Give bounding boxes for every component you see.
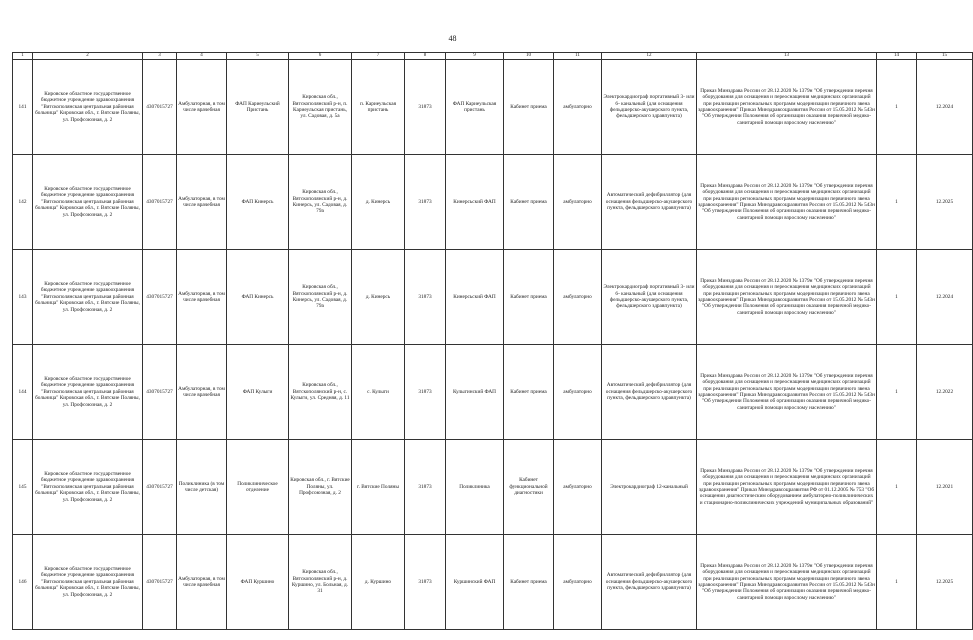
inn-cell: 4307015727 bbox=[143, 345, 177, 440]
table-row bbox=[13, 60, 973, 155]
quantity-cell: 1 bbox=[877, 440, 917, 535]
subdivision-cell: Куршинский ФАП bbox=[446, 535, 504, 630]
care-type-cell: Поликлиника (в том числе детская) bbox=[177, 440, 227, 535]
code-cell: 31873 bbox=[405, 345, 446, 440]
regulation-cell: Приказ Минздрава России от 28.12.2020 № 1379н "Об утверждении перечня оборудования для оснащения и переоснащения медицинских организаций при реализации региональных программ модернизации первичного звена здравоохранения" Приказ Минздравсоцразвития России от 15.05.2012 № 543н "Об утверждении Положения об организации оказания первичной медико-санитарной помощи взрослому населению" bbox=[697, 155, 877, 250]
page-number: 48 bbox=[448, 34, 457, 43]
subdivision-cell: Поликлиника bbox=[446, 440, 504, 535]
column-number: 14 bbox=[877, 53, 917, 60]
inn-cell: 4307015727 bbox=[143, 440, 177, 535]
care-form-cell: амбулаторно bbox=[554, 250, 602, 345]
unit-cell: ФАП Кинерсь bbox=[227, 155, 289, 250]
code-cell: 31873 bbox=[405, 535, 446, 630]
code-cell: 31873 bbox=[405, 440, 446, 535]
subdivision-cell: Кулыгинский ФАП bbox=[446, 345, 504, 440]
column-number: 12 bbox=[602, 53, 697, 60]
period-cell: 12.2021 bbox=[917, 440, 973, 535]
locality-cell: п. Кариеульская пристань bbox=[352, 60, 405, 155]
locality-cell: д. Кинерсь bbox=[352, 155, 405, 250]
organization-cell: Кировское областное государственное бюджетное учреждение здравоохранения "Вятскополянская центральная районная больница" Кировская обл., г. Вятские Поляны, ул. Профсоюзная, д. 2 bbox=[33, 250, 143, 345]
unit-cell: ФАП Куршино bbox=[227, 535, 289, 630]
column-number: 15 bbox=[917, 53, 973, 60]
quantity-cell: 1 bbox=[877, 155, 917, 250]
regulation-cell: Приказ Минздрава России от 28.12.2020 № 1379н "Об утверждении перечня оборудования для оснащения и переоснащения медицинских организаций при реализации региональных программ модернизации первичного звена здравоохранения" Приказ Минздравсоцразвития России от 15.05.2012 № 543н "Об утверждении Положения об организации оказания первичной медико-санитарной помощи взрослому населению" bbox=[697, 535, 877, 630]
organization-cell: Кировское областное государственное бюджетное учреждение здравоохранения "Вятскополянская центральная районная больница" Кировская обл., г. Вятские Поляны, ул. Профсоюзная, д. 2 bbox=[33, 345, 143, 440]
inn-cell: 4307015727 bbox=[143, 60, 177, 155]
cabinet-cell: Кабинет приема bbox=[504, 250, 554, 345]
cabinet-cell: Кабинет приема bbox=[504, 535, 554, 630]
care-type-cell: Амбулаторная, в том числе врачебная bbox=[177, 60, 227, 155]
locality-cell: с. Кулыги bbox=[352, 345, 405, 440]
table-row bbox=[13, 155, 973, 250]
care-form-cell: амбулаторно bbox=[554, 345, 602, 440]
column-number: 2 bbox=[33, 53, 143, 60]
regulation-cell: Приказ Минздрава России от 28.12.2020 № 1379н "Об утверждении перечня оборудования для оснащения и переоснащения медицинских организаций при реализации региональных программ модернизации первичного звена здравоохранения" Приказ Минздравсоцразвития России от 15.05.2012 № 543н "Об утверждении Положения об организации оказания первичной медико-санитарной помощи взрослому населению" bbox=[697, 250, 877, 345]
column-number: 1 bbox=[13, 53, 33, 60]
organization-cell: Кировское областное государственное бюджетное учреждение здравоохранения "Вятскополянская центральная районная больница" Кировская обл., г. Вятские Поляны, ул. Профсоюзная, д. 2 bbox=[33, 60, 143, 155]
unit-cell: ФАП Кариеульский Пристань bbox=[227, 60, 289, 155]
quantity-cell: 1 bbox=[877, 250, 917, 345]
subdivision-cell: ФАП Кариеульская пристань bbox=[446, 60, 504, 155]
period-cell: 12.2024 bbox=[917, 250, 973, 345]
column-number: 6 bbox=[289, 53, 352, 60]
address-cell: Кировская обл., г. Вятские Поляны, ул. Профсоюзная, д. 2 bbox=[289, 440, 352, 535]
cabinet-cell: Кабинет приема bbox=[504, 155, 554, 250]
period-cell: 12.2025 bbox=[917, 535, 973, 630]
table-row bbox=[13, 535, 973, 630]
inn-cell: 4307015727 bbox=[143, 250, 177, 345]
subdivision-cell: Кинерсьский ФАП bbox=[446, 250, 504, 345]
table-row bbox=[13, 345, 973, 440]
equipment-cell: Электрокардиограф 12-канальный bbox=[602, 440, 697, 535]
inn-cell: 4307015727 bbox=[143, 535, 177, 630]
organization-cell: Кировское областное государственное бюджетное учреждение здравоохранения "Вятскополянская центральная районная больница" Кировская обл., г. Вятские Поляны, ул. Профсоюзная, д. 2 bbox=[33, 440, 143, 535]
column-number-row bbox=[13, 53, 973, 60]
organization-cell: Кировское областное государственное бюджетное учреждение здравоохранения "Вятскополянская центральная районная больница" Кировская обл., г. Вятские Поляны, ул. Профсоюзная, д. 2 bbox=[33, 535, 143, 630]
column-number: 3 bbox=[143, 53, 177, 60]
row-number-cell: 146 bbox=[13, 535, 33, 630]
column-number: 7 bbox=[352, 53, 405, 60]
address-cell: Кировская обл., Вятскополянский р-н, д. Кинерсь, ул. Садовая, д. 79а bbox=[289, 155, 352, 250]
equipment-register-table bbox=[12, 52, 973, 630]
column-number: 4 bbox=[177, 53, 227, 60]
care-type-cell: Амбулаторная, в том числе врачебная bbox=[177, 155, 227, 250]
address-cell: Кировская обл., Вятскополянский р-н, д. Кинерсь, ул. Садовая, д. 79а bbox=[289, 250, 352, 345]
column-number: 8 bbox=[405, 53, 446, 60]
address-cell: Кировская обл., Вятскополянский р-н, с. Кулыги, ул. Средняя, д. 11 bbox=[289, 345, 352, 440]
equipment-cell: Автоматический дефибриллятор (для оснащения фельдшерско-акушерского пункта, фельдшерского здравпункта) bbox=[602, 345, 697, 440]
locality-cell: г. Вятские Поляны bbox=[352, 440, 405, 535]
row-number-cell: 143 bbox=[13, 250, 33, 345]
regulation-cell: Приказ Минздрава России от 28.12.2020 № 1379н "Об утверждении перечня оборудования для оснащения и переоснащения медицинских организаций при реализации региональных программ модернизации первичного звена здравоохранения" Приказ Минздравсоцразвития РФ от 01.12.2005 № 753 "Об оснащении диагностическим оборудованием амбулаторно-поликлинических и стационарно-поликлинических учреждений муниципальных образований" bbox=[697, 440, 877, 535]
period-cell: 12.2022 bbox=[917, 345, 973, 440]
locality-cell: д. Кинерсь bbox=[352, 250, 405, 345]
care-type-cell: Амбулаторная, в том числе врачебная bbox=[177, 250, 227, 345]
quantity-cell: 1 bbox=[877, 535, 917, 630]
quantity-cell: 1 bbox=[877, 60, 917, 155]
unit-cell: Поликлиническое отделение bbox=[227, 440, 289, 535]
address-cell: Кировская обл., Вятскополянский р-н, д. Куршино, ул. Больная, д. 31 bbox=[289, 535, 352, 630]
subdivision-cell: Кинерсьский ФАП bbox=[446, 155, 504, 250]
row-number-cell: 144 bbox=[13, 345, 33, 440]
regulation-cell: Приказ Минздрава России от 28.12.2020 № 1379н "Об утверждении перечня оборудования для оснащения и переоснащения медицинских организаций при реализации региональных программ модернизации первичного звена здравоохранения" Приказ Минздравсоцразвития России от 15.05.2012 № 543н "Об утверждении Положения об организации оказания первичной медико-санитарной помощи взрослому населению" bbox=[697, 345, 877, 440]
organization-cell: Кировское областное государственное бюджетное учреждение здравоохранения "Вятскополянская центральная районная больница" Кировская обл., г. Вятские Поляны, ул. Профсоюзная, д. 2 bbox=[33, 155, 143, 250]
cabinet-cell: Кабинет приема bbox=[504, 345, 554, 440]
code-cell: 31873 bbox=[405, 60, 446, 155]
cabinet-cell: Кабинет функциональной диагностики bbox=[504, 440, 554, 535]
row-number-cell: 145 bbox=[13, 440, 33, 535]
equipment-cell: Автоматический дефибриллятор (для оснащения фельдшерско-акушерского пункта, фельдшерского здравпункта) bbox=[602, 535, 697, 630]
equipment-cell: Автоматический дефибриллятор (для оснащения фельдшерско-акушерского пункта, фельдшерского здравпункта) bbox=[602, 155, 697, 250]
column-number: 10 bbox=[504, 53, 554, 60]
column-number: 9 bbox=[446, 53, 504, 60]
code-cell: 31873 bbox=[405, 155, 446, 250]
equipment-cell: Электрокардиограф портативный 3- или 6- канальный (для оснащения фельдшерско-акушерского пункта, фельдшерского здравпункта) bbox=[602, 60, 697, 155]
period-cell: 12.2025 bbox=[917, 155, 973, 250]
row-number-cell: 142 bbox=[13, 155, 33, 250]
unit-cell: ФАП Кулыги bbox=[227, 345, 289, 440]
table-row bbox=[13, 440, 973, 535]
unit-cell: ФАП Кинерсь bbox=[227, 250, 289, 345]
care-form-cell: амбулаторно bbox=[554, 155, 602, 250]
care-type-cell: Амбулаторная, в том числе врачебная bbox=[177, 535, 227, 630]
inn-cell: 4307015727 bbox=[143, 155, 177, 250]
equipment-cell: Электрокардиограф портативный 3- или 6- канальный (для оснащения фельдшерско-акушерского пункта, фельдшерского здравпункта) bbox=[602, 250, 697, 345]
code-cell: 31873 bbox=[405, 250, 446, 345]
care-form-cell: амбулаторно bbox=[554, 440, 602, 535]
address-cell: Кировская обл., Вятскополянский р-н, п. Кариеульская пристань, ул. Садовая, д. 5а bbox=[289, 60, 352, 155]
care-form-cell: амбулаторно bbox=[554, 60, 602, 155]
row-number-cell: 141 bbox=[13, 60, 33, 155]
table-row bbox=[13, 250, 973, 345]
column-number: 5 bbox=[227, 53, 289, 60]
locality-cell: д. Куршино bbox=[352, 535, 405, 630]
regulation-cell: Приказ Минздрава России от 28.12.2020 № 1379н "Об утверждении перечня оборудования для оснащения и переоснащения медицинских организаций при реализации региональных программ модернизации первичного звена здравоохранения" Приказ Минздравсоцразвития России от 15.05.2012 № 543н "Об утверждении Положения об организации оказания первичной медико-санитарной помощи взрослому населению" bbox=[697, 60, 877, 155]
quantity-cell: 1 bbox=[877, 345, 917, 440]
column-number: 13 bbox=[697, 53, 877, 60]
care-form-cell: амбулаторно bbox=[554, 535, 602, 630]
cabinet-cell: Кабинет приема bbox=[504, 60, 554, 155]
column-number: 11 bbox=[554, 53, 602, 60]
care-type-cell: Амбулаторная, в том числе врачебная bbox=[177, 345, 227, 440]
period-cell: 12.2024 bbox=[917, 60, 973, 155]
